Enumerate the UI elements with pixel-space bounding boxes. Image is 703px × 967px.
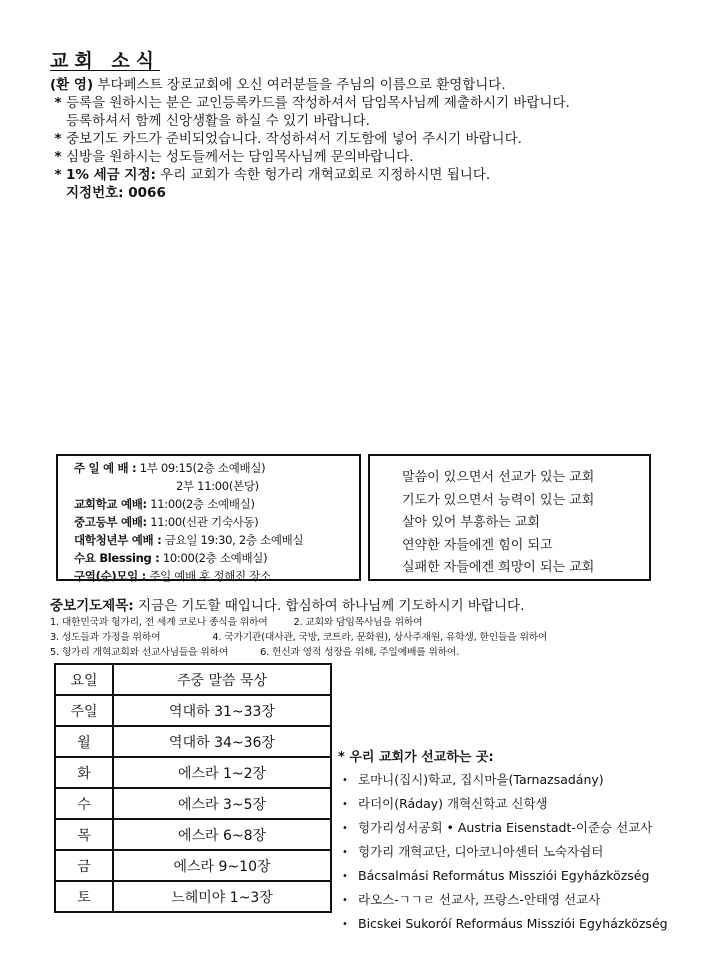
table-row	[55, 726, 331, 757]
mission-text: 라오스-ㄱㄱㄹ 선교사, 프랑스-안태영 선교사	[358, 892, 601, 907]
tax-label: 1% 세금 지정:	[66, 167, 156, 183]
table-row	[55, 819, 331, 850]
service-time: 11:00(신관 기숙사동)	[146, 515, 259, 529]
list-item	[342, 888, 668, 912]
mission-text: Bácsalmási Református Missziói Egyházközség	[358, 868, 650, 883]
table-row	[55, 881, 331, 912]
table-header-row	[55, 664, 331, 695]
news-item-prayer-card	[50, 130, 522, 148]
service-row	[58, 495, 359, 513]
reading-cell: 에스라 9~10장	[113, 850, 331, 881]
service-time: 1부 09:15(2층 소예배실)	[136, 461, 266, 475]
service-label: 교회학교 예배:	[74, 497, 147, 511]
day-cell: 주일	[55, 695, 113, 726]
prayer-text: 지금은 기도할 때입니다. 합심하여 하나님께 기도하시기 바랍니다.	[133, 598, 525, 614]
service-label: 주 일 예 배 :	[74, 461, 137, 475]
list-item	[342, 840, 668, 864]
reading-cell: 역대하 31~33장	[113, 695, 331, 726]
service-row	[58, 567, 359, 585]
service-times-box	[56, 454, 361, 581]
service-row	[58, 459, 359, 477]
column-header-day: 요일	[55, 664, 113, 695]
service-row	[58, 513, 359, 531]
motto-line: 말씀이 있으면서 선교가 있는 교회	[402, 470, 595, 485]
service-row	[58, 477, 359, 495]
table-row	[55, 695, 331, 726]
day-cell: 월	[55, 726, 113, 757]
bullet: *	[54, 167, 62, 183]
service-time: 주일 예배 후 정해진 장소	[145, 569, 271, 583]
tax-code: 지정번호: 0066	[66, 185, 166, 201]
news-text: 등록을 원하시는 분은 교인등록카드를 작성하셔서 담임목사님께 제출하시기 바랍니다.	[66, 95, 570, 111]
mission-text: 헝가리 개혁교단, 디아코니아센터 노숙자쉼터	[358, 844, 604, 859]
mission-text: 헝가리성서공회 • Austria Eisenstadt-이준승 선교사	[358, 820, 653, 835]
welcome-label: (환 영)	[50, 77, 94, 93]
list-item	[342, 768, 668, 792]
service-time: 11:00(2층 소예배실)	[146, 497, 255, 511]
prayer-item: 5. 헝가리 개혁교회와 선교사님들을 위하여	[50, 647, 229, 658]
news-item-registration	[50, 94, 570, 130]
list-item	[342, 792, 668, 816]
bullet: *	[54, 131, 62, 147]
news-item-tax	[50, 166, 490, 202]
service-time: 금요일 19:30, 2층 소예배실	[161, 533, 304, 547]
news-text: 등록하셔서 함께 신앙생활을 하실 수 있기 바랍니다.	[66, 113, 370, 129]
service-label: 중고등부 예배:	[74, 515, 147, 529]
day-cell: 화	[55, 757, 113, 788]
day-cell: 수	[55, 788, 113, 819]
motto-line: 연약한 자들에겐 힘이 되고	[402, 537, 553, 553]
motto-line: 살아 있어 부흥하는 교회	[402, 515, 540, 530]
reading-cell: 에스라 1~2장	[113, 757, 331, 788]
table-row	[55, 850, 331, 881]
welcome-line	[50, 76, 506, 94]
bullet: •	[342, 895, 348, 906]
column-header-reading: 주중 말씀 묵상	[113, 664, 331, 695]
prayer-list-row	[50, 629, 547, 643]
prayer-list-row	[50, 614, 422, 628]
motto-line: 기도가 있으면서 능력이 있는 교회	[402, 492, 595, 508]
mission-text: 라더이(Ráday) 개혁신학교 신학생	[358, 796, 548, 811]
bullet: •	[342, 799, 348, 810]
bullet: •	[342, 823, 348, 834]
tax-text: 우리 교회가 속한 헝가리 개혁교회로 지정하시면 됩니다.	[155, 167, 491, 183]
service-label: 대학청년부 예배 :	[74, 533, 162, 547]
prayer-item: 6. 헌신과 영적 성장을 위해, 주일예배를 위하여.	[260, 647, 460, 658]
service-row	[58, 531, 359, 549]
welcome-text: 부다페스트 장로교회에 오신 여러분들을 주님의 이름으로 환영합니다.	[93, 77, 506, 93]
prayer-heading	[50, 594, 524, 614]
prayer-item: 3. 성도들과 가정을 위하여	[50, 632, 161, 643]
prayer-item: 4. 국가기관(대사관, 국방, 코트라, 문화원), 상사주재원, 유학생, 한인들을 위하여	[212, 632, 548, 643]
service-label: 구역(순)모임 :	[74, 569, 146, 583]
service-time: 2부 11:00(본당)	[176, 479, 259, 493]
bullet: *	[54, 95, 62, 111]
reading-cell: 역대하 34~36장	[113, 726, 331, 757]
news-item-visitation	[50, 148, 413, 166]
prayer-list-row	[50, 644, 459, 658]
reading-cell: 느헤미야 1~3장	[113, 881, 331, 912]
service-label: 수요 Blessing :	[74, 551, 160, 565]
table-row	[55, 757, 331, 788]
prayer-item: 2. 교회와 담임목사님을 위하여	[293, 617, 423, 628]
day-cell: 목	[55, 819, 113, 850]
missions-list	[342, 768, 668, 936]
list-item	[342, 912, 668, 936]
day-cell: 토	[55, 881, 113, 912]
news-text: 심방을 원하시는 성도들께서는 담임목사님께 문의바랍니다.	[66, 149, 414, 165]
bullet: •	[342, 919, 348, 930]
bullet: •	[342, 847, 348, 858]
missions-heading: * 우리 교회가 선교하는 곳:	[338, 750, 494, 765]
mission-text: 로마니(집시)학교, 집시마을(Tarnazsadány)	[358, 772, 604, 787]
service-row	[58, 549, 359, 567]
list-item	[342, 816, 668, 840]
weekly-reading-table	[54, 663, 332, 913]
bullet: •	[342, 775, 348, 786]
motto-line: 실패한 자들에겐 희망이 되는 교회	[402, 560, 595, 575]
news-text: 중보기도 카드가 준비되었습니다. 작성하셔서 기도함에 넣어 주시기 바랍니다.	[66, 131, 522, 147]
church-motto-box	[368, 454, 651, 581]
mission-text: Bicskei Sukoróí Reformáus Missziói Egyházközség	[358, 916, 668, 931]
news-title: 교회 소식	[50, 50, 161, 72]
day-cell: 금	[55, 850, 113, 881]
reading-cell: 에스라 6~8장	[113, 819, 331, 850]
list-item	[342, 864, 668, 888]
bullet: *	[54, 149, 62, 165]
reading-cell: 에스라 3~5장	[113, 788, 331, 819]
service-time: 10:00(2층 소예배실)	[159, 551, 268, 565]
prayer-label: 중보기도제목:	[50, 598, 134, 614]
table-row	[55, 788, 331, 819]
bullet: •	[342, 871, 348, 882]
prayer-item: 1. 대한민국과 헝가리, 전 세계 코로나 종식을 위하여	[50, 617, 268, 628]
